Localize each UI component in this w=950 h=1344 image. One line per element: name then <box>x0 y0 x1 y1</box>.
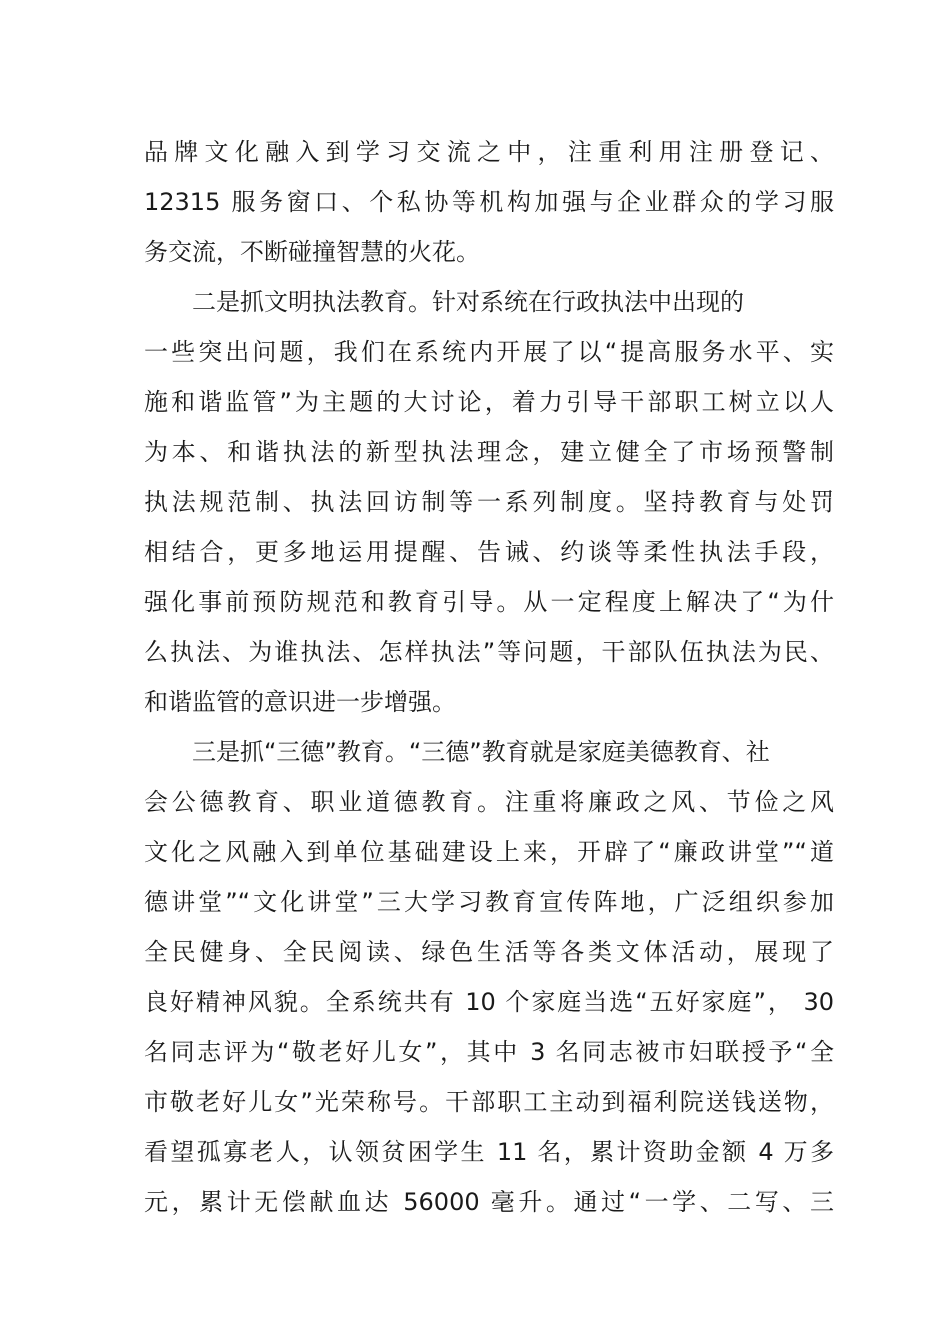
text-line: 务交流，不断碰撞智慧的火花。 <box>144 238 480 266</box>
paragraph-start-line: 二是抓文明执法教育。针对系统在行政执法中出现的 <box>192 288 744 316</box>
text-line: 市敬老好儿女”光荣称号。干部职工主动到福利院送钱送物， <box>144 1088 834 1116</box>
text-line: 文化之风融入到单位基础建设上来，开辟了“廉政讲堂”“道 <box>144 838 834 866</box>
text-line: 会公德教育、职业道德教育。注重将廉政之风、节俭之风 <box>144 788 834 816</box>
text-line: 施和谐监管”为主题的大讨论，着力引导干部职工树立以人 <box>144 388 834 416</box>
text-line: 品牌文化融入到学习交流之中，注重利用注册登记、 <box>144 138 834 166</box>
text-line: 执法规范制、执法回访制等一系列制度。坚持教育与处罚 <box>144 488 834 516</box>
text-line: 一些突出问题，我们在系统内开展了以“提高服务水平、实 <box>144 338 834 366</box>
text-line: 么执法、为谁执法、怎样执法”等问题，干部队伍执法为民、 <box>144 638 834 666</box>
text-line: 和谐监管的意识进一步增强。 <box>144 688 456 716</box>
document-body <box>144 127 834 1227</box>
text-line: 12315 服务窗口、个私协等机构加强与企业群众的学习服 <box>144 188 834 216</box>
paragraph-start-line: 三是抓“三德”教育。“三德”教育就是家庭美德教育、社 <box>192 738 770 766</box>
text-line: 强化事前预防规范和教育引导。从一定程度上解决了“为什 <box>144 588 834 616</box>
text-line: 良好精神风貌。全系统共有 10 个家庭当选“五好家庭”， 30 <box>144 988 834 1016</box>
text-line: 名同志评为“敬老好儿女”，其中 3 名同志被市妇联授予“全 <box>144 1038 834 1066</box>
text-line: 为本、和谐执法的新型执法理念，建立健全了市场预警制 <box>144 438 834 466</box>
text-line: 看望孤寡老人，认领贫困学生 11 名，累计资助金额 4 万多 <box>144 1138 834 1166</box>
text-line: 相结合，更多地运用提醒、告诫、约谈等柔性执法手段， <box>144 538 834 566</box>
text-line: 全民健身、全民阅读、绿色生活等各类文体活动，展现了 <box>144 938 834 966</box>
text-line: 德讲堂”“文化讲堂”三大学习教育宣传阵地，广泛组织参加 <box>144 888 834 916</box>
text-line: 元，累计无偿献血达 56000 毫升。通过“一学、二写、三 <box>144 1188 834 1216</box>
